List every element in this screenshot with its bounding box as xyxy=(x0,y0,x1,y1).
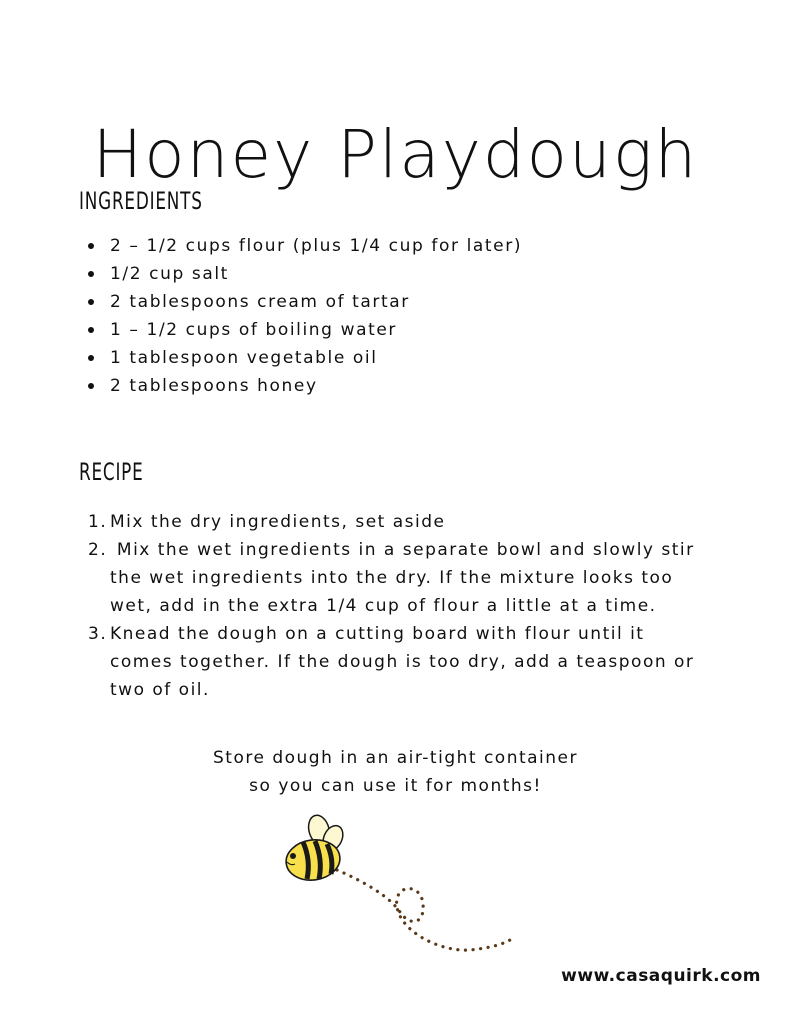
list-item xyxy=(85,232,522,260)
bullet-icon xyxy=(88,327,94,333)
ingredient-text: 2 – 1/2 cups flour (plus 1/4 cup for later) xyxy=(110,236,523,256)
step-number: 3. xyxy=(88,624,108,644)
ingredients-list xyxy=(85,232,522,400)
bullet-icon xyxy=(88,243,94,249)
ingredient-text: 2 tablespoons cream of tartar xyxy=(110,292,410,312)
bullet-icon xyxy=(88,355,94,361)
ingredient-text: 1/2 cup salt xyxy=(110,264,229,284)
closing-line-1: Store dough in an air-tight container xyxy=(212,748,579,768)
list-item xyxy=(85,260,522,288)
page-title: Honey Playdough xyxy=(92,116,699,194)
list-item xyxy=(85,372,522,400)
ingredient-text: 1 – 1/2 cups of boiling water xyxy=(110,320,398,340)
list-item xyxy=(85,344,522,372)
website-url: www.casaquirk.com xyxy=(561,966,761,986)
list-item xyxy=(85,288,522,316)
recipe-step xyxy=(88,508,708,536)
ingredients-heading: INGREDIENTS xyxy=(79,187,203,215)
bullet-icon xyxy=(88,383,94,389)
ingredient-text: 1 tablespoon vegetable oil xyxy=(110,348,378,368)
step-text: Mix the dry ingredients, set aside xyxy=(110,512,446,532)
flight-trail xyxy=(337,870,513,950)
step-number: 1. xyxy=(88,512,108,532)
closing-line-2: so you can use it for months! xyxy=(249,776,542,796)
bullet-icon xyxy=(88,299,94,305)
closing-note xyxy=(0,744,791,800)
step-text: Mix the wet ingredients in a separate bowl and slowly stir the wet ingredients into the dry. If the mixture looks too wet, add in the extra 1/4 cup of flour a little at a time. xyxy=(110,540,702,616)
recipe-step xyxy=(88,536,708,620)
list-item xyxy=(85,316,522,344)
recipe-step xyxy=(88,620,708,704)
bullet-icon xyxy=(88,271,94,277)
step-text: Knead the dough on a cutting board with flour until it comes together. If the dough is too dry, add a teaspoon or two of oil. xyxy=(110,624,695,700)
ingredient-text: 2 tablespoons honey xyxy=(110,376,318,396)
recipe-heading: RECIPE xyxy=(79,458,144,486)
recipe-steps-list xyxy=(88,508,708,704)
bee-icon xyxy=(275,812,525,962)
step-number: 2. xyxy=(88,540,108,560)
